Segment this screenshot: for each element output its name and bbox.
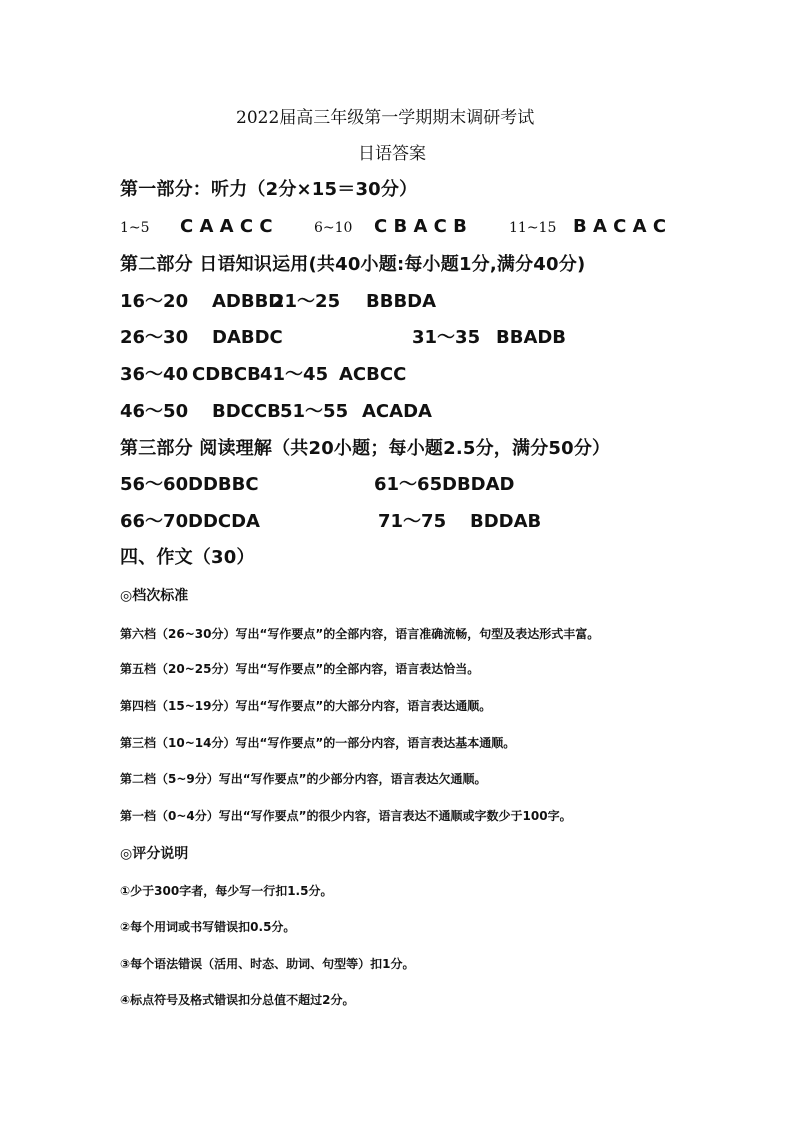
answer-letters: C B A C B (374, 216, 467, 237)
answer-letters: DDBBC (188, 474, 259, 495)
answer-letters: ACADA (362, 401, 432, 422)
answer-letters: ACBCC (339, 364, 407, 385)
answer-letters: CDBCB (192, 364, 261, 385)
levels-title: ◎档次标准 (120, 588, 189, 604)
answer-range: 46～50 (120, 401, 189, 422)
answer-range: 16～20 (120, 291, 189, 312)
answer-range: 21～25 (272, 291, 341, 312)
document-title: 2022届高三年级第一学期期末调研考试 (236, 108, 535, 128)
part2-answer-row (120, 403, 680, 425)
part4-heading: 四、作文（30） (120, 547, 255, 568)
rules-title: ◎评分说明 (120, 846, 189, 862)
rule-item: ①少于300字者，每少写一行扣1.5分。 (120, 884, 333, 898)
level-item: 第五档（20~25分）写出“写作要点”的全部内容，语言表达恰当。 (120, 662, 480, 676)
answer-range: 41～45 (260, 364, 329, 385)
answer-letters: DDCDA (188, 511, 260, 532)
answer-letters: DABDC (212, 327, 283, 348)
answer-letters: B A C A C (573, 216, 667, 237)
answer-range: 71～75 (378, 511, 447, 532)
part3-heading: 第三部分 阅读理解（共20小题；每小题2.5分，满分50分） (120, 438, 611, 459)
part2-heading: 第二部分 日语知识运用(共40小题:每小题1分,满分40分) (120, 254, 586, 275)
level-item: 第四档（15~19分）写出“写作要点”的大部分内容，语言表达通顺。 (120, 699, 492, 713)
answer-range: 26～30 (120, 327, 189, 348)
level-item: 第二档（5~9分）写出“写作要点”的少部分内容，语言表达欠通顺。 (120, 772, 487, 786)
part2-answer-row (120, 293, 680, 315)
answer-letters: BDCCB (212, 401, 281, 422)
answer-letters: C A A C C (180, 216, 273, 237)
answer-letters: BBADB (496, 327, 567, 348)
level-item: 第一档（0~4分）写出“写作要点”的很少内容，语言表达不通顺或字数少于100字。 (120, 809, 572, 823)
part1-heading: 第一部分：听力（2分×15＝30分） (120, 179, 418, 200)
answer-letters: DBDAD (442, 474, 515, 495)
rule-item: ②每个用词或书写错误扣0.5分。 (120, 920, 296, 934)
level-item: 第六档（26~30分）写出“写作要点”的全部内容，语言准确流畅，句型及表达形式丰富。 (120, 627, 600, 641)
answer-letters: ADBBD (212, 291, 284, 312)
rule-item: ③每个语法错误（活用、时态、助词、句型等）扣1分。 (120, 957, 415, 971)
part2-answer-row (120, 329, 680, 351)
part3-answer-row (120, 513, 680, 535)
answer-range: 66～70 (120, 511, 189, 532)
answer-range: 56～60 (120, 474, 189, 495)
answer-range: 6~10 (314, 220, 353, 236)
part1-answer-row (120, 218, 680, 240)
answer-range: 36～40 (120, 364, 189, 385)
rule-item: ④标点符号及格式错误扣分总值不超过2分。 (120, 993, 355, 1007)
answer-range: 51～55 (280, 401, 349, 422)
answer-range: 11~15 (509, 220, 557, 236)
answer-range: 31～35 (412, 327, 481, 348)
part3-answer-row (120, 476, 680, 498)
level-item: 第三档（10~14分）写出“写作要点”的一部分内容，语言表达基本通顺。 (120, 736, 516, 750)
answer-range: 1~5 (120, 220, 150, 236)
answer-letters: BDDAB (470, 511, 542, 532)
part2-answer-row (120, 366, 680, 388)
answer-letters: BBBDA (366, 291, 437, 312)
document-subtitle: 日语答案 (358, 144, 426, 164)
answer-range: 61～65 (374, 474, 443, 495)
